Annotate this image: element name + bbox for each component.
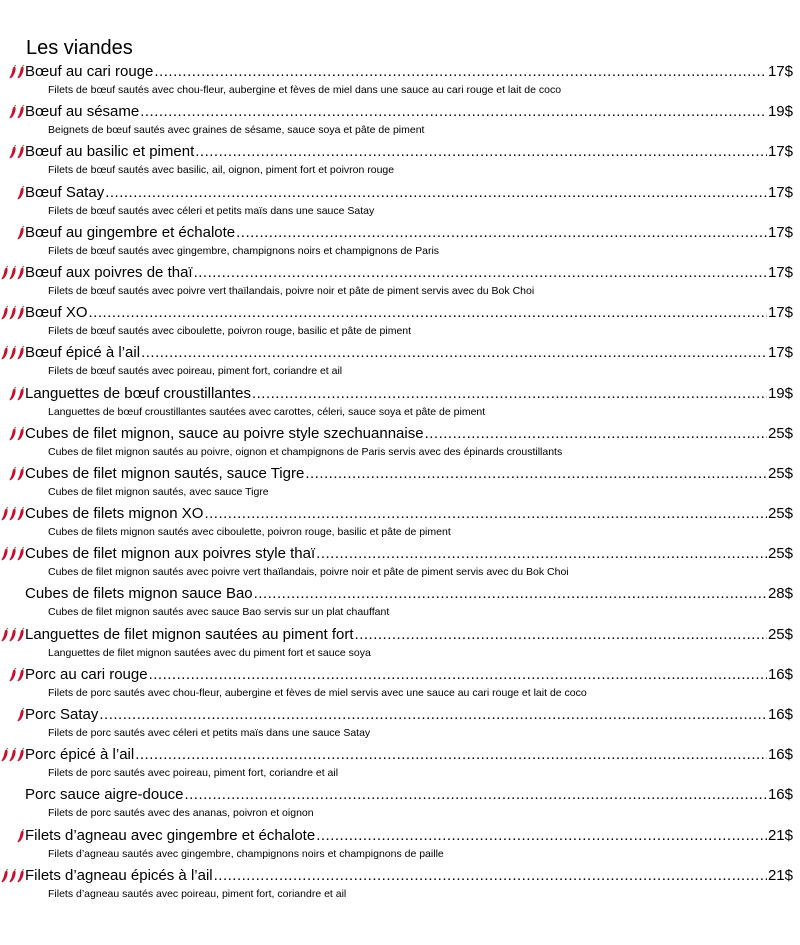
dot-leader: [425, 423, 767, 444]
menu-item-name: Bœuf au gingembre et échalote: [25, 223, 236, 241]
chili-pepper-icon: [17, 466, 25, 481]
menu-item: [0, 583, 800, 623]
menu-item-row: [0, 583, 800, 604]
dot-leader: [105, 182, 767, 203]
spice-level: [9, 466, 25, 481]
menu-item-row: [0, 825, 800, 846]
menu-item-line: [25, 744, 793, 765]
menu-item-description: Languettes de bœuf croustillantes sautées avec carottes, céleri, sauce soya et pâte de piment: [48, 405, 486, 418]
menu-item-price: 25$: [767, 464, 793, 482]
menu-item-name: Bœuf au cari rouge: [25, 63, 154, 80]
menu-item-line: [25, 463, 793, 484]
chili-pepper-icon: [9, 506, 17, 521]
spice-level: [9, 144, 25, 159]
dot-leader: [316, 825, 767, 846]
menu-item-description: Cubes de filet mignon sautés avec sauce Bao servis sur un plat chauffant: [48, 606, 390, 619]
dot-leader: [141, 342, 767, 363]
menu-item-description: Languettes de filet mignon sautées avec du piment fort et sauce soya: [48, 646, 371, 659]
spice-level: [1, 868, 25, 883]
chili-pepper-icon: [9, 868, 17, 883]
menu-item: [0, 865, 800, 905]
dot-leader: [214, 865, 767, 886]
chili-pepper-icon: [1, 627, 9, 642]
menu-item-name: Bœuf Satay: [25, 183, 105, 201]
chili-pepper-icon: [9, 265, 17, 280]
menu-item: [0, 503, 800, 543]
menu-item: [0, 423, 800, 463]
dot-leader: [154, 61, 767, 82]
menu-item-price: 25$: [767, 545, 793, 563]
menu-item: [0, 141, 800, 181]
menu-item-price: 17$: [767, 344, 793, 362]
spice-level: [17, 707, 25, 722]
menu-item: [0, 784, 800, 824]
menu-item-line: [25, 141, 793, 162]
menu-item-line: [25, 61, 793, 82]
menu-item-row: [0, 503, 800, 524]
menu-item-line: [25, 182, 793, 203]
menu-item: [0, 543, 800, 583]
menu-item-description: Cubes de filet mignon sautés avec poivre vert thaïlandais, poivre noir et pâte de piment servis avec du Bok Choi: [48, 566, 569, 579]
menu-item-line: [25, 262, 793, 283]
spice-level: [9, 667, 25, 682]
menu-page: [0, 36, 800, 905]
chili-pepper-icon: [9, 667, 17, 682]
menu-item-price: 17$: [767, 63, 793, 80]
menu-item-description: Filets de bœuf sautés avec basilic, ail, oignon, piment fort et poivron rouge: [48, 164, 395, 177]
dot-leader: [99, 704, 767, 725]
menu-item: [0, 342, 800, 382]
dot-leader: [305, 463, 767, 484]
dot-leader: [194, 262, 767, 283]
menu-item: [0, 302, 800, 342]
menu-item-description: Filets de porc sautés avec poireau, piment fort, coriandre et ail: [48, 767, 339, 780]
dot-leader: [140, 101, 767, 122]
dot-leader: [236, 222, 767, 243]
menu-item-row: [0, 222, 800, 243]
chili-pepper-icon: [17, 386, 25, 401]
dot-leader: [252, 383, 767, 404]
chili-pepper-icon: [17, 868, 25, 883]
menu-item-name: Cubes de filet mignon, sauce au poivre style szechuannaise: [25, 424, 424, 442]
spice-level: [9, 426, 25, 441]
menu-item: [0, 61, 800, 101]
spice-level: [1, 345, 25, 360]
menu-item-name: Cubes de filet mignon aux poivres style thaï: [25, 545, 316, 563]
menu-item-description: Filets de porc sautés avec des ananas, poivron et oignon: [48, 807, 314, 820]
menu-item-price: 25$: [767, 625, 793, 643]
dot-leader: [184, 784, 767, 805]
menu-item-price: 28$: [767, 585, 793, 603]
menu-item: [0, 624, 800, 664]
chili-pepper-icon: [9, 305, 17, 320]
menu-item-price: 17$: [767, 304, 793, 322]
chili-pepper-icon: [9, 386, 17, 401]
menu-item-row: [0, 342, 800, 363]
menu-item-row: [0, 624, 800, 645]
menu-item-description: Filets d’agneau sautés avec poireau, piment fort, coriandre et ail: [48, 887, 347, 900]
dot-leader: [254, 583, 767, 604]
chili-pepper-icon: [17, 225, 25, 240]
chili-pepper-icon: [17, 546, 25, 561]
menu-item-line: [25, 383, 793, 404]
menu-item-row: [0, 704, 800, 725]
chili-pepper-icon: [1, 506, 9, 521]
chili-pepper-icon: [17, 707, 25, 722]
menu-item-row: [0, 262, 800, 283]
menu-item-price: 25$: [767, 505, 793, 523]
menu-item-name: Bœuf épicé à l’ail: [25, 344, 141, 362]
menu-item-row: [0, 101, 800, 122]
chili-pepper-icon: [9, 104, 17, 119]
section-title: Les viandes: [26, 37, 133, 59]
menu-item-name: Cubes de filet mignon sautés, sauce Tigre: [25, 464, 305, 482]
menu-item-description: Cubes de filet mignon sautés au poivre, oignon et champignons de Paris servis avec des épinards croustillants: [48, 445, 563, 458]
menu-item-description: Filets de bœuf sautés avec poivre vert thaïlandais, poivre noir et pâte de piment servis avec du Bok Choi: [48, 284, 535, 297]
menu-item-price: 16$: [767, 665, 793, 683]
menu-item-description: Filets de bœuf sautés avec gingembre, champignons noirs et champignons de Paris: [48, 244, 440, 257]
spice-level: [1, 506, 25, 521]
menu-item-line: [25, 423, 793, 444]
menu-item-row: [0, 423, 800, 444]
menu-item-line: [25, 825, 793, 846]
menu-item-line: [25, 342, 793, 363]
menu-item-description: Cubes de filet mignon sautés, avec sauce Tigre: [48, 485, 269, 498]
spice-level: [17, 828, 25, 843]
chili-pepper-icon: [9, 345, 17, 360]
menu-item-row: [0, 141, 800, 162]
chili-pepper-icon: [9, 747, 17, 762]
menu-item: [0, 463, 800, 503]
menu-item-line: [25, 664, 793, 685]
menu-item: [0, 262, 800, 302]
menu-item-row: [0, 182, 800, 203]
menu-item-row: [0, 664, 800, 685]
spice-level: [1, 305, 25, 320]
menu-item-line: [25, 503, 793, 524]
menu-item-row: [0, 543, 800, 564]
chili-pepper-icon: [17, 747, 25, 762]
dot-leader: [195, 141, 767, 162]
spice-level: [17, 225, 25, 240]
chili-pepper-icon: [17, 506, 25, 521]
chili-pepper-icon: [1, 265, 9, 280]
menu-item-line: [25, 101, 793, 122]
menu-item-price: 16$: [767, 786, 793, 804]
chili-pepper-icon: [1, 546, 9, 561]
menu-item-name: Bœuf XO: [25, 304, 88, 322]
menu-item-list: [0, 61, 800, 905]
menu-item-row: [0, 302, 800, 323]
menu-item: [0, 101, 800, 141]
chili-pepper-icon: [17, 345, 25, 360]
dot-leader: [316, 543, 767, 564]
spice-level: [0, 627, 25, 642]
chili-pepper-icon: [17, 265, 25, 280]
menu-item-price: 17$: [767, 143, 793, 161]
spice-level: [1, 546, 25, 561]
menu-item: [0, 182, 800, 222]
menu-item-line: [25, 302, 793, 323]
menu-item-price: 21$: [767, 866, 793, 884]
menu-item-row: [0, 784, 800, 805]
chili-pepper-icon: [17, 104, 25, 119]
menu-item-name: Bœuf aux poivres de thaï: [25, 263, 193, 281]
menu-item-name: Filets d’agneau épicés à l’ail: [25, 866, 213, 884]
chili-pepper-icon: [1, 345, 9, 360]
spice-level: [9, 386, 25, 401]
menu-item-price: 17$: [767, 223, 793, 241]
dot-leader: [355, 624, 767, 645]
menu-item: [0, 704, 800, 744]
spice-level: [9, 104, 25, 119]
menu-item-name: Cubes de filets mignon sauce Bao: [25, 585, 253, 603]
menu-item-line: [25, 704, 793, 725]
menu-item-row: [0, 61, 800, 82]
menu-item-name: Porc sauce aigre-douce: [25, 786, 184, 804]
chili-pepper-icon: [9, 627, 17, 642]
chili-pepper-icon: [17, 144, 25, 159]
menu-item-name: Cubes de filets mignon XO: [25, 505, 204, 523]
menu-item-price: 16$: [767, 706, 793, 723]
menu-item-description: Filets de bœuf sautés avec chou-fleur, aubergine et fèves de miel dans une sauce au cari rouge et lait de coco: [48, 84, 562, 96]
menu-item-row: [0, 865, 800, 886]
menu-item-description: Filets de porc sautés avec chou-fleur, aubergine et fèves de miel servis avec une sauce au cari rouge et lait de coco: [48, 686, 587, 699]
chili-pepper-icon: [17, 627, 25, 642]
spice-level: [9, 64, 25, 79]
menu-item-description: Filets de bœuf sautés avec céleri et petits maïs dans une sauce Satay: [48, 204, 375, 217]
dot-leader: [149, 664, 767, 685]
menu-item: [0, 825, 800, 865]
menu-item-price: 21$: [767, 826, 793, 844]
chili-pepper-icon: [9, 426, 17, 441]
menu-item-description: Filets de bœuf sautés avec ciboulette, poivron rouge, basilic et pâte de piment: [48, 325, 412, 338]
chili-pepper-icon: [17, 305, 25, 320]
menu-item-description: Filets de porc sautés avec céleri et petits maïs dans une sauce Satay: [48, 727, 371, 739]
menu-item-name: Porc Satay: [25, 706, 99, 723]
menu-item-line: [25, 865, 793, 886]
spice-level: [1, 747, 25, 762]
menu-item-description: Cubes de filets mignon sautés avec ciboulette, poivron rouge, basilic et pâte de piment: [48, 526, 451, 539]
menu-item-price: 19$: [767, 384, 793, 402]
menu-item-price: 17$: [767, 183, 793, 201]
dot-leader: [204, 503, 767, 524]
menu-item-name: Porc au cari rouge: [25, 665, 148, 683]
menu-item: [0, 664, 800, 704]
menu-item-name: Languettes de filet mignon sautées au piment fort: [25, 625, 354, 643]
menu-item-price: 16$: [767, 746, 793, 764]
menu-item-price: 25$: [767, 424, 793, 442]
menu-item-name: Languettes de bœuf croustillantes: [25, 384, 251, 402]
spice-level: [17, 185, 25, 200]
menu-item: [0, 222, 800, 262]
chili-pepper-icon: [9, 466, 17, 481]
menu-item: [0, 383, 800, 423]
menu-item-name: Filets d’agneau avec gingembre et échalote: [25, 826, 316, 844]
menu-item-name: Porc épicé à l’ail: [25, 746, 135, 764]
chili-pepper-icon: [17, 667, 25, 682]
chili-pepper-icon: [1, 868, 9, 883]
chili-pepper-icon: [1, 305, 9, 320]
menu-item-line: [25, 583, 793, 604]
chili-pepper-icon: [9, 144, 17, 159]
menu-item-name: Bœuf au basilic et piment: [25, 143, 195, 161]
menu-item-line: [25, 543, 793, 564]
dot-leader: [135, 744, 767, 765]
chili-pepper-icon: [1, 747, 9, 762]
menu-item-description: Filets d’agneau sautés avec gingembre, champignons noirs et champignons de paille: [48, 847, 444, 860]
chili-pepper-icon: [17, 828, 25, 843]
menu-item-description: Filets de bœuf sautés avec poireau, piment fort, coriandre et ail: [48, 365, 343, 378]
spice-level: [1, 265, 25, 280]
menu-item-row: [0, 383, 800, 404]
menu-item-line: [25, 624, 793, 645]
menu-item: [0, 744, 800, 784]
menu-item-row: [0, 744, 800, 765]
menu-item-line: [25, 784, 793, 805]
dot-leader: [89, 302, 767, 323]
menu-item-line: [25, 222, 793, 243]
menu-item-name: Bœuf au sésame: [25, 103, 140, 121]
chili-pepper-icon: [9, 546, 17, 561]
chili-pepper-icon: [17, 185, 25, 200]
menu-item-price: 17$: [767, 263, 793, 281]
chili-pepper-icon: [17, 64, 25, 79]
menu-item-price: 19$: [767, 103, 793, 121]
menu-item-row: [0, 463, 800, 484]
menu-item-description: Beignets de bœuf sautés avec graines de sésame, sauce soya et pâte de piment: [48, 124, 425, 137]
chili-pepper-icon: [9, 64, 17, 79]
chili-pepper-icon: [17, 426, 25, 441]
